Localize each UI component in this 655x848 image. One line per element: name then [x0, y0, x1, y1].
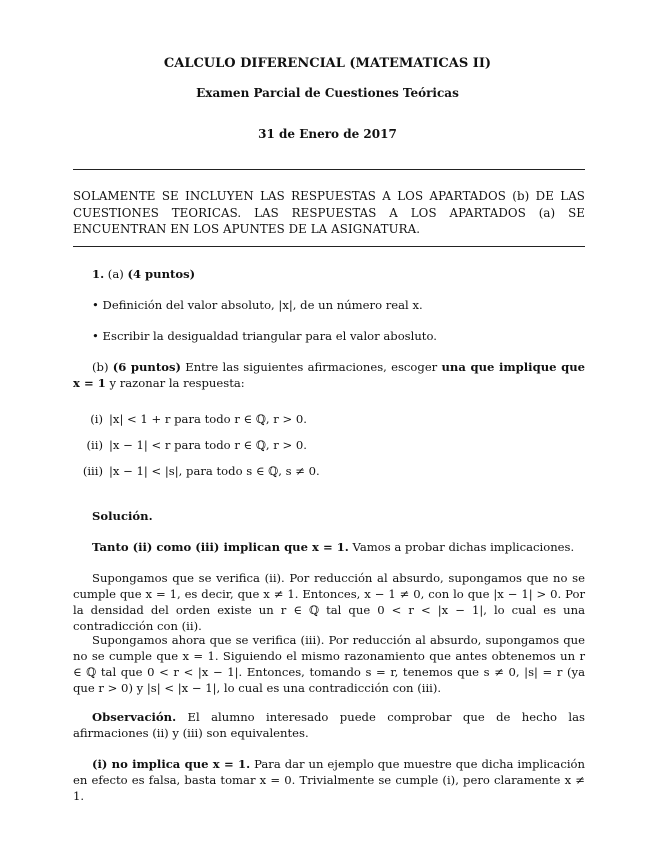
option-text: |x − 1| < r para todo r ∈ ℚ, r > 0. — [109, 438, 307, 452]
counterexample-text: Para dar un ejemplo que muestre que dicha implicación en efecto es falsa, basta tomar x = 0. Trivialmente se cumple (i), pero claramente x ≠ 1. — [73, 757, 585, 803]
bullet-icon: • — [92, 329, 103, 343]
proof-paragraph-ii: Supongamos que se verifica (ii). Por reducción al absurdo, supongamos que no se cumple que x = 1, es decir, que x ≠ 1. Entonces, x − 1 ≠ 0, con lo que |x − 1| > 0. Por la densidad del orden existe un r ∈ ℚ tal que 0 < r < |x − 1|, lo cual es una contradicción con (ii). — [73, 571, 585, 633]
bullet-item — [73, 328, 585, 344]
part-b-points: (6 puntos) — [112, 360, 181, 374]
option-label: (iii) — [82, 464, 103, 478]
part-b-text: Entre las siguientes afirmaciones, escoger — [185, 360, 438, 374]
question-1-part-b — [73, 359, 585, 391]
bullet-text: Escribir la desigualdad triangular para el valor abosluto. — [102, 329, 437, 343]
question-number: 1. — [92, 267, 105, 281]
bullet-text: Definición del valor absoluto, |x|, de un número real x. — [102, 298, 423, 312]
exam-subtitle: Examen Parcial de Cuestiones Teóricas — [196, 86, 459, 100]
bottom-divider — [73, 246, 585, 247]
proof-paragraph-iii: Supongamos ahora que se verifica (iii). Por reducción al absurdo, supongamos que no se cumple que x = 1. Siguiendo el mismo razonamiento que antes obtenemos un r ∈ ℚ tal que 0 < r < |x − 1|. Entonces, tomando s = r, tenemos que s ≠ 0, |s| = r (ya que r > 0) y |s| < |x − 1|, lo cual es una contradicción con (iii). — [73, 633, 585, 695]
option-label: (ii) — [86, 438, 103, 452]
solution-heading: Solución. — [92, 509, 153, 523]
top-divider — [73, 169, 585, 170]
exam-title: CALCULO DIFERENCIAL (MATEMATICAS II) — [163, 56, 492, 71]
option-label: (i) — [90, 412, 103, 426]
option-item — [73, 463, 585, 479]
solution-claim — [73, 539, 585, 555]
observation-label: Observación. — [92, 710, 177, 724]
option-text: |x| < 1 + r para todo r ∈ ℚ, r > 0. — [109, 412, 307, 426]
option-item — [73, 437, 585, 453]
part-b-label: (b) — [92, 360, 109, 374]
part-a-points: (4 puntos) — [127, 267, 196, 281]
bullet-item — [73, 297, 585, 313]
question-1-part-a — [73, 266, 585, 282]
observation-text: El alumno interesado puede comprobar que de hecho las afirmaciones (ii) y (iii) son equivalentes. — [73, 710, 586, 740]
notice-paragraph: SOLAMENTE SE INCLUYEN LAS RESPUESTAS A LOS APARTADOS (b) DE LAS CUESTIONES TEORICAS. LAS RESPUESTAS A LOS APARTADOS (a) SE ENCUENTRAN EN LOS APUNTES DE LA ASIGNATURA. — [73, 189, 585, 236]
solution-claim-text: Vamos a probar dichas implicaciones. — [352, 540, 575, 554]
counterexample-paragraph — [73, 756, 585, 804]
exam-date: 31 de Enero de 2017 — [258, 127, 397, 141]
option-text: |x − 1| < |s|, para todo s ∈ ℚ, s ≠ 0. — [109, 464, 320, 478]
solution-claim-bold: Tanto (ii) como (iii) implican que x = 1. — [92, 540, 349, 554]
bullet-icon: • — [92, 298, 103, 312]
part-a-label: (a) — [107, 267, 124, 281]
counterexample-claim: (i) no implica que x = 1. — [92, 757, 251, 771]
observation-paragraph — [73, 709, 585, 741]
option-item — [73, 411, 585, 427]
part-b-text: y razonar la respuesta: — [109, 376, 245, 390]
part-b-emphasis: una que implique que x = 1 — [73, 360, 586, 390]
